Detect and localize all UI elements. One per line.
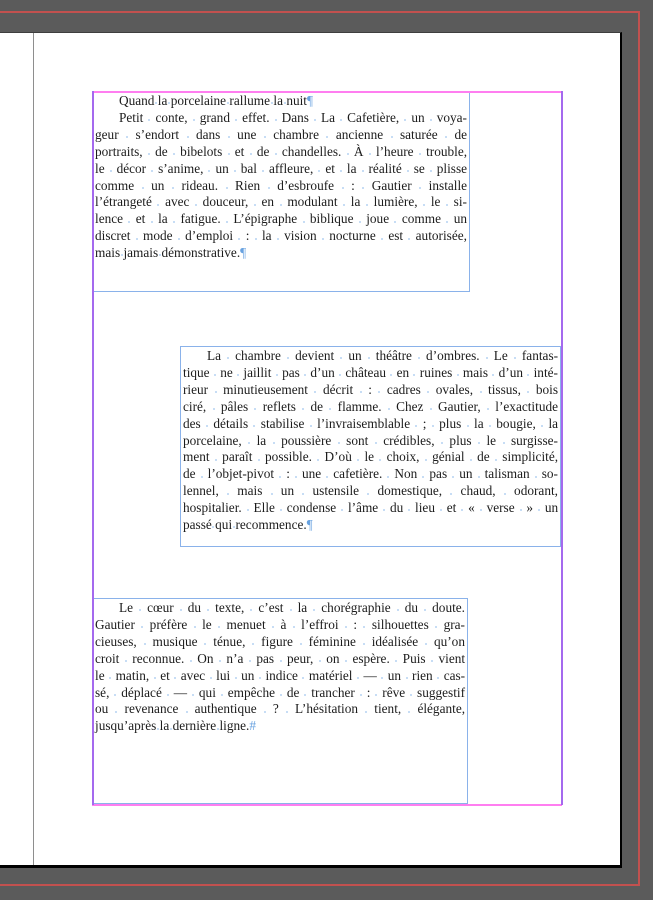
space-dot: [168, 211, 181, 226]
space-dot: [480, 348, 494, 363]
space-dot: [279, 701, 295, 716]
space-dot: [389, 211, 402, 226]
space-dot: [308, 382, 323, 397]
space-dot: [405, 685, 417, 700]
space-dot: [376, 228, 389, 243]
space-dot: [412, 348, 426, 363]
space-dot: [221, 211, 234, 226]
space-dot: [313, 161, 325, 176]
space-dot: [167, 93, 170, 108]
space-dot: [355, 178, 372, 193]
space-dot: [109, 685, 121, 700]
space-dot: [158, 245, 161, 260]
space-dot: [426, 416, 439, 431]
space-dot: [382, 399, 397, 414]
space-dot: [262, 483, 280, 498]
space-dot: [433, 668, 444, 683]
space-dot: [391, 600, 405, 615]
space-dot: [515, 500, 527, 515]
space-dot: [438, 127, 455, 142]
space-dot: [481, 399, 496, 414]
text-line: l’étrangeté avec douceur, en modulant la lumière, le si-: [95, 194, 467, 210]
space-dot: [435, 433, 450, 448]
text-line: mais jamais démonstrative.¶: [95, 245, 247, 261]
space-dot: [402, 161, 414, 176]
space-dot: [229, 161, 241, 176]
space-dot: [300, 365, 311, 380]
space-dot: [357, 617, 372, 632]
text-line: passé qui recommence.¶: [183, 517, 313, 533]
text-line: Quand la porcelaine rallume la nuit¶: [119, 93, 314, 108]
space-dot: [425, 110, 437, 125]
text-line: jusqu’après la dernière ligne.#: [95, 718, 257, 734]
space-dot: [248, 399, 263, 414]
space-dot: [156, 718, 159, 733]
space-dot: [355, 685, 367, 700]
space-dot: [145, 211, 158, 226]
space-dot: [334, 178, 351, 193]
space-dot: [409, 365, 420, 380]
space-dot: [461, 416, 474, 431]
text-line: ment paraît possible. D’où le choix, génial de simplicité,: [183, 449, 559, 465]
space-dot: [214, 651, 227, 666]
space-dot: [378, 500, 390, 515]
space-dot: [230, 110, 242, 125]
text-line: croit reconnue. On n’a pas peur, on espère. Puis vient: [95, 650, 466, 666]
space-dot: [452, 365, 463, 380]
text-line: Petit conte, grand effet. Dans La Cafetière, un voya-: [119, 109, 467, 125]
space-dot: [252, 449, 265, 464]
text-frame-2-text[interactable]: [181, 347, 560, 546]
space-dot: [313, 651, 326, 666]
space-dot: [307, 600, 321, 615]
space-dot: [243, 651, 256, 666]
space-dot: [271, 365, 282, 380]
space-dot: [382, 466, 394, 481]
space-dot: [256, 127, 273, 142]
space-dot: [290, 466, 302, 481]
space-dot: [401, 701, 417, 716]
space-dot: [417, 466, 429, 481]
text-frame-2[interactable]: [180, 346, 561, 547]
space-dot: [336, 500, 348, 515]
space-dot: [360, 194, 373, 209]
text-frame-3-text[interactable]: [93, 599, 467, 803]
text-frame-1[interactable]: [92, 91, 470, 292]
space-dot: [403, 500, 415, 515]
space-dot: [212, 617, 227, 632]
space-dot: [356, 634, 372, 649]
space-dot: [260, 178, 277, 193]
space-dot: [414, 144, 426, 159]
space-dot: [119, 651, 132, 666]
space-dot: [421, 382, 436, 397]
space-dot: [143, 110, 155, 125]
text-frame-1-text[interactable]: [93, 92, 469, 291]
space-dot: [335, 110, 347, 125]
space-dot: [496, 433, 511, 448]
space-dot: [372, 382, 387, 397]
space-dot: [120, 245, 123, 260]
space-dot: [196, 466, 208, 481]
space-dot: [418, 194, 431, 209]
space-dot: [108, 701, 124, 716]
text-frame-3[interactable]: [92, 598, 468, 804]
space-dot: [440, 194, 453, 209]
space-dot: [137, 634, 153, 649]
space-dot: [335, 365, 346, 380]
space-dot: [266, 433, 281, 448]
space-dot: [484, 416, 497, 431]
space-dot: [274, 466, 286, 481]
space-dot: [475, 500, 487, 515]
space-dot: [266, 617, 281, 632]
space-dot: [297, 211, 310, 226]
space-dot: [201, 600, 215, 615]
space-dot: [321, 466, 333, 481]
space-dot: [363, 144, 375, 159]
text-line: rieur minutieusement décrit : cadres ovales, tissus, bois: [183, 381, 559, 397]
space-dot: [218, 178, 235, 193]
space-dot: [233, 228, 246, 243]
space-dot: [284, 600, 298, 615]
text-line: porcelaine, la poussière sont crédibles, plus le surgisse-: [183, 432, 558, 448]
space-dot: [257, 701, 273, 716]
margin-guide-bottom: [92, 804, 562, 806]
space-dot: [341, 144, 353, 159]
space-dot: [418, 634, 434, 649]
space-dot: [304, 416, 317, 431]
space-dot: [105, 161, 117, 176]
text-line: lence et la fatigue. L’épigraphe biblique joue comme un: [95, 211, 467, 227]
space-dot: [412, 178, 429, 193]
space-dot: [206, 399, 221, 414]
space-dot: [173, 228, 186, 243]
space-dot: [352, 449, 365, 464]
space-dot: [441, 211, 454, 226]
space-dot: [530, 466, 542, 481]
space-dot: [335, 161, 347, 176]
space-dot: [135, 617, 150, 632]
text-line: de l’objet-pivot : une cafetière. Non pas un talisman so-: [183, 466, 558, 482]
margin-guide-top: [92, 91, 562, 93]
space-dot: [119, 127, 136, 142]
space-dot: [508, 348, 522, 363]
space-dot: [201, 416, 214, 431]
space-dot: [338, 194, 351, 209]
space-dot: [274, 651, 287, 666]
space-dot: [169, 718, 172, 733]
space-dot: [168, 144, 180, 159]
space-dot: [179, 127, 196, 142]
space-dot: [429, 617, 444, 632]
text-line: Gautier préfère le menuet à l’effroi : silhouettes gra-: [95, 616, 465, 632]
space-dot: [410, 416, 423, 431]
space-dot: [359, 483, 377, 498]
text-line: comme un rideau. Rien d’esbroufe : Gautier installe: [95, 177, 468, 193]
space-dot: [319, 127, 336, 142]
space-dot: [293, 634, 309, 649]
page: [0, 32, 622, 868]
space-dot: [123, 211, 136, 226]
space-dot: [383, 127, 400, 142]
space-dot: [536, 416, 549, 431]
space-dot: [323, 399, 338, 414]
space-dot: [472, 433, 487, 448]
space-dot: [133, 600, 147, 615]
space-dot: [210, 365, 221, 380]
text-line: hospitalier. Elle condense l’âme du lieu et « verse » un: [183, 500, 559, 516]
space-dot: [377, 668, 388, 683]
space-dot: [212, 517, 215, 532]
space-dot: [286, 617, 301, 632]
space-dot: [244, 600, 258, 615]
text-line: La chambre devient un théâtre d’ombres. Le fantas-: [207, 348, 559, 363]
space-dot: [188, 110, 200, 125]
space-dot: [275, 500, 287, 515]
space-dot: [210, 449, 223, 464]
space-dot: [174, 600, 188, 615]
space-dot: [425, 161, 437, 176]
space-dot: [294, 483, 312, 498]
space-dot: [533, 500, 545, 515]
space-dot: [184, 651, 197, 666]
space-dot: [198, 634, 214, 649]
text-line: des détails stabilise l’invraisemblable ; plus la bougie, la: [183, 415, 559, 431]
space-dot: [357, 161, 369, 176]
space-dot: [299, 685, 311, 700]
space-dot: [298, 668, 309, 683]
space-dot: [105, 668, 116, 683]
space-dot: [134, 178, 151, 193]
space-dot: [374, 449, 387, 464]
space-dot: [352, 668, 363, 683]
text-line: portraits, de bibelots et de chandelles. À l’heure trouble,: [95, 143, 468, 159]
space-dot: [435, 500, 447, 515]
space-dot: [219, 483, 237, 498]
space-dot: [283, 93, 286, 108]
space-dot: [178, 701, 194, 716]
space-dot: [230, 668, 241, 683]
space-dot: [222, 144, 234, 159]
space-dot: [162, 685, 174, 700]
space-dot: [370, 685, 382, 700]
space-dot: [334, 348, 348, 363]
space-dot: [399, 110, 411, 125]
space-dot: [496, 483, 514, 498]
text-line: tique ne jaillit pas d’un château en ruines mais d’un inté-: [183, 364, 558, 380]
space-dot: [221, 348, 235, 363]
space-dot: [353, 211, 366, 226]
space-dot: [187, 617, 202, 632]
space-dot: [152, 194, 165, 209]
space-dot: [274, 194, 287, 209]
text-line: geur s’endort dans une chambre ancienne saturée de: [95, 126, 468, 142]
space-dot: [249, 228, 262, 243]
space-dot: [339, 617, 354, 632]
space-dot: [226, 93, 229, 108]
space-dot: [272, 228, 285, 243]
space-dot: [269, 144, 281, 159]
space-dot: [244, 144, 256, 159]
space-dot: [233, 365, 244, 380]
space-dot: [208, 382, 223, 397]
space-dot: [317, 228, 330, 243]
text-line: le matin, et avec lui un indice matériel — un rien cas-: [95, 667, 466, 683]
pilcrow-mark: ¶: [307, 93, 314, 108]
text-line: Le cœur du texte, c’est la chorégraphie du doute.: [119, 600, 466, 615]
space-dot: [465, 449, 478, 464]
space-dot: [423, 399, 438, 414]
space-dot: [270, 110, 282, 125]
column-guide-left: [92, 91, 94, 805]
space-dot: [353, 382, 368, 397]
space-dot: [205, 668, 216, 683]
space-dot: [312, 449, 325, 464]
space-dot: [220, 127, 237, 142]
space-dot: [521, 382, 536, 397]
space-dot: [488, 365, 499, 380]
space-dot: [281, 348, 295, 363]
text-line: le décor s’anime, un bal affleure, et la réalité se plisse: [95, 160, 468, 176]
space-dot: [275, 685, 287, 700]
space-dot: [149, 668, 160, 683]
space-dot: [248, 416, 261, 431]
space-dot: [340, 651, 353, 666]
space-dot: [248, 194, 261, 209]
space-dot: [232, 517, 235, 532]
space-dot: [418, 600, 432, 615]
space-dot: [490, 449, 503, 464]
space-dot: [130, 228, 143, 243]
text-line: cieuses, musique ténue, figure féminine idéalisée qu’on: [95, 633, 465, 649]
space-dot: [473, 466, 485, 481]
space-dot: [254, 668, 265, 683]
space-dot: [146, 161, 158, 176]
space-dot: [358, 701, 374, 716]
space-dot: [390, 651, 403, 666]
space-dot: [189, 194, 202, 209]
space-dot: [296, 399, 311, 414]
space-dot: [456, 500, 468, 515]
text-line: lennel, mais un ustensile domestique, chaud, odorant,: [183, 483, 558, 499]
space-dot: [143, 144, 155, 159]
space-dot: [426, 651, 439, 666]
space-dot: [473, 382, 488, 397]
pilcrow-mark: ¶: [240, 245, 247, 261]
space-dot: [442, 483, 460, 498]
space-dot: [204, 161, 216, 176]
space-dot: [242, 500, 254, 515]
space-dot: [270, 93, 273, 108]
space-dot: [216, 685, 228, 700]
space-dot: [216, 718, 219, 733]
space-dot: [401, 668, 412, 683]
text-line: discret mode d’emploi : la vision nocturne est autorisée,: [95, 228, 467, 244]
page-spine-edge: [33, 33, 34, 865]
end-of-story-mark: #: [249, 718, 257, 734]
space-dot: [154, 93, 157, 108]
space-dot: [164, 178, 181, 193]
space-dot: [386, 365, 397, 380]
text-line: ciré, pâles reflets de flamme. Chez Gautier, l’exactitude: [183, 398, 559, 414]
space-dot: [170, 668, 181, 683]
space-dot: [331, 433, 346, 448]
text-line: ou revenance authentique ? L’hésitation tient, élégante,: [95, 701, 466, 717]
space-dot: [245, 634, 261, 649]
space-dot: [403, 228, 416, 243]
space-dot: [242, 433, 257, 448]
text-line: sé, déplacé — qui empêche de trancher : rêve suggestif: [95, 684, 466, 700]
space-dot: [362, 348, 376, 363]
pilcrow-mark: ¶: [306, 517, 313, 533]
space-dot: [368, 433, 383, 448]
space-dot: [187, 685, 199, 700]
space-dot: [309, 110, 321, 125]
space-dot: [420, 449, 433, 464]
space-dot: [447, 466, 459, 481]
space-dot: [523, 365, 534, 380]
column-guide-right: [561, 91, 563, 805]
space-dot: [257, 161, 269, 176]
